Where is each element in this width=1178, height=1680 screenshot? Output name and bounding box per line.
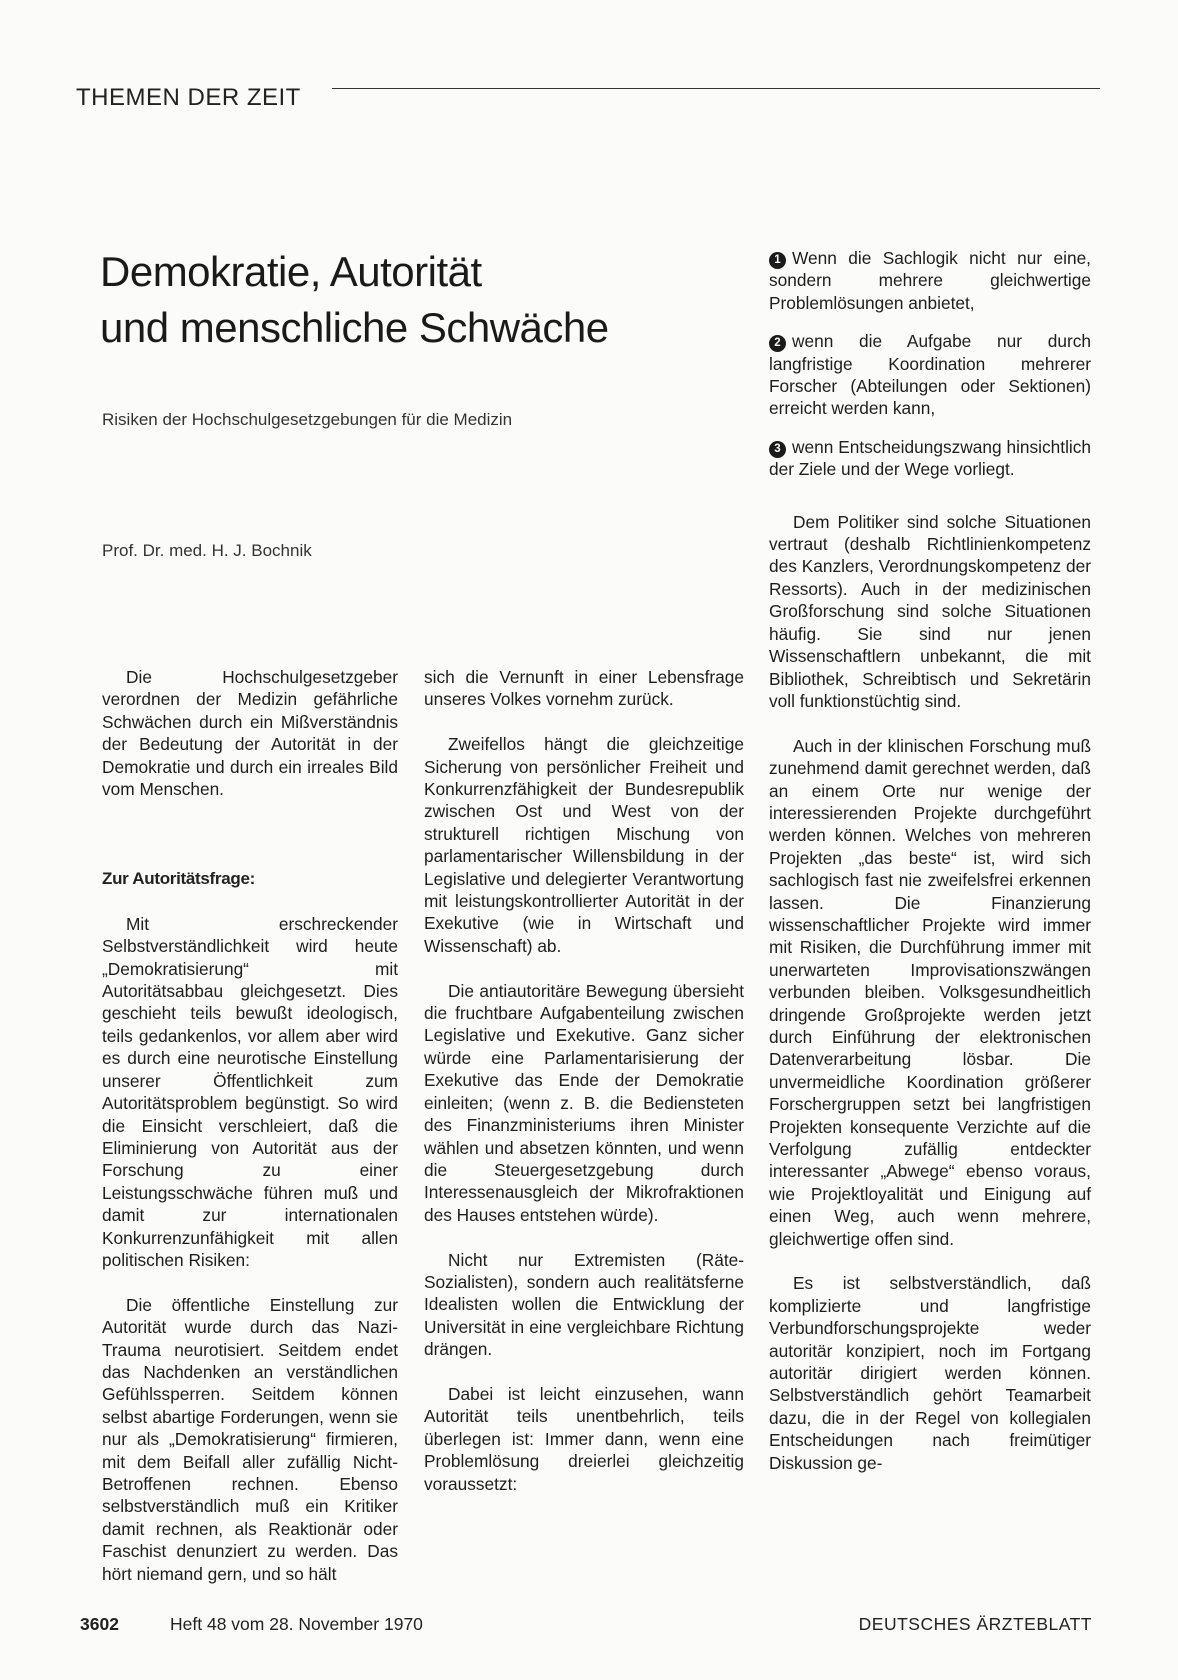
paragraph: Die öffentliche Einstellung zur Autorität wurde durch das Nazi-Trauma neurotisiert. Seitdem endet das Nachdenken an verständlichen Gefühlssperren. Seitdem können selbst abartige Forderungen, wenn sie nur als „Demokratisierung“ firmieren, mit dem Beifall aller zufällig Nicht-Betroffenen rechnen. Ebenso selbstverständlich muß ein Kritiker damit rechnen, als Reaktionär oder Faschist denunziert zu werden. Das hört niemand gern, und so hält bbox=[102, 1294, 398, 1584]
section-label: THEMEN DER ZEIT bbox=[76, 84, 301, 111]
title-line-2: und menschliche Schwäche bbox=[100, 304, 609, 351]
paragraph: sich die Vernunft in einer Lebensfrage unseres Volkes vornehm zurück. bbox=[424, 667, 744, 710]
number-3-badge: 3 bbox=[769, 441, 786, 458]
enum-text: wenn Entscheidungszwang hinsichtlich der Ziele und der Wege vorliegt. bbox=[769, 436, 1091, 480]
paragraph: Die antiautoritäre Bewegung übersieht die fruchtbare Aufgabenteilung zwischen Legislative und Exekutive. Ganz sicher würde eine Parlamentarisierung der Exekutive das Ende der Demokratie einleiten; (wenn z. B. die Bediensteten des Finanzministeriums ihren Minister wählen und absetzen könnten, und wenn die Steuergesetzgebung durch Interessenausgleich der Mikrofraktionen des Hauses entstehen würde). bbox=[424, 980, 744, 1225]
paragraph: Dabei ist leicht einzusehen, wann Autorität teils unentbehrlich, teils überlegen ist: Immer dann, wenn eine Problemlösung dreierlei gleichzeitig voraussetzt: bbox=[424, 1383, 744, 1494]
paragraph: Dem Politiker sind solche Situationen vertraut (deshalb Richtlinienkompetenz des Kanzlers, Verordnungskompetenz der Ressorts). Auch in der medizinischen Großforschung sind solche Situationen häufig. Sie sind nur jenen Wissenschaftlern unbekannt, die mit Bibliothek, Schreibtisch und Sekretärin voll funktionstüchtig sind. bbox=[769, 511, 1091, 711]
paragraph: Auch in der klinischen Forschung muß zunehmend damit gerechnet werden, daß an einem Orte nur wenige der interessierenden Projekte durchgeführt werden können. Welches von mehreren Projekten „das beste“ ist, wird sich sachlogisch fast nie zweifelsfrei erkennen lassen. Die Finanzierung wissenschaftlicher Projekte wird immer mit Risiken, die Durchführung immer mit unerwarteten Improvisationszwängen verbunden bleiben. Volksgesundheitlich dringende Großprojekte werden jetzt durch Einführung der elektronischen Datenverarbeitung lösbar. Die unvermeidliche Koordination größerer Forschergruppen setzt bei langfristigen Projekten konsequente Verzichte auf die Verfolgung zufällig entdeckter interessanter „Abwege“ ebenso voraus, wie Projektloyalität und Einigung auf einen Weg, auch wenn mehrere, gleichwertige offen sind. bbox=[769, 735, 1091, 1249]
article-author: Prof. Dr. med. H. J. Bochnik bbox=[102, 541, 312, 560]
column-1 bbox=[102, 666, 398, 1607]
paragraph: Es ist selbstverständlich, daß komplizierte und langfristige Verbundforschungsprojekte weder autoritär konzipiert, noch im Fortgang autoritär dirigiert werden können. Selbstverständlich gehört Teamarbeit dazu, die in der Regel von kollegialen Entscheidungen nach freimütiger Diskussion ge- bbox=[769, 1273, 1091, 1473]
enum-text: wenn die Aufgabe nur durch langfristige Koordination mehrerer Forscher (Abteilungen oder Sektionen) erreicht werden kann, bbox=[769, 331, 1091, 419]
intro-paragraph: Die Hochschulgesetzgeber verordnen der Medizin gefährliche Schwächen durch ein Mißverständnis der Bedeutung der Autorität in der Demokratie und durch ein irreales Bild vom Menschen. bbox=[102, 667, 398, 800]
enumerated-item-3 bbox=[769, 436, 1091, 481]
column-3 bbox=[769, 247, 1091, 1496]
issue-info: Heft 48 vom 28. November 1970 bbox=[170, 1614, 423, 1634]
page-number: 3602 bbox=[80, 1614, 119, 1634]
paragraph: Nicht nur Extremisten (Räte-Sozialisten), sondern auch realitätsferne Idealisten wollen die Entwicklung der Universität in eine vergleichbare Richtung drängen. bbox=[424, 1249, 744, 1360]
enumerated-item-1 bbox=[769, 247, 1091, 314]
journal-name: DEUTSCHES ÄRZTEBLATT bbox=[858, 1614, 1092, 1634]
number-1-badge: 1 bbox=[769, 252, 786, 269]
number-2-badge: 2 bbox=[769, 335, 786, 352]
paragraph: Mit erschreckender Selbstverständlichkeit wird heute „Demokratisierung“ mit Autoritätsabbau gleichgesetzt. Dies geschieht teils bewußt ideologisch, teils gedankenlos, vor allem aber wird es durch eine neurotische Einstellung unserer Öffentlichkeit zum Autoritätsproblem begünstigt. So wird die Einsicht verschleiert, daß die Eliminierung von Autorität aus der Forschung zu einer Leistungsschwäche führen muß und damit zur internationalen Konkurrenzunfähigkeit mit allen politischen Risiken: bbox=[102, 913, 398, 1270]
enum-text: Wenn die Sachlogik nicht nur eine, sondern mehrere gleichwertige Problemlösungen anbietet, bbox=[769, 248, 1091, 313]
header-rule bbox=[332, 88, 1100, 89]
section-heading: Zur Autoritätsfrage: bbox=[102, 869, 255, 889]
paragraph: Zweifellos hängt die gleichzeitige Sicherung von persönlicher Freiheit und Konkurrenzfähigkeit der Bundesrepublik zwischen Ost und West von der strukturell richtigen Mischung von parlamentarischer Willensbildung in der Legislative und delegierter Verantwortung mit leistungskontrollierter Autorität in der Exekutive (wie in Wirtschaft und Wissenschaft) ab. bbox=[424, 734, 744, 956]
title-line-1: Demokratie, Autorität bbox=[100, 248, 482, 295]
article-subtitle: Risiken der Hochschulgesetzgebungen für die Medizin bbox=[102, 410, 513, 429]
column-2 bbox=[424, 666, 744, 1517]
enumerated-item-2 bbox=[769, 330, 1091, 420]
article-title bbox=[100, 244, 609, 356]
